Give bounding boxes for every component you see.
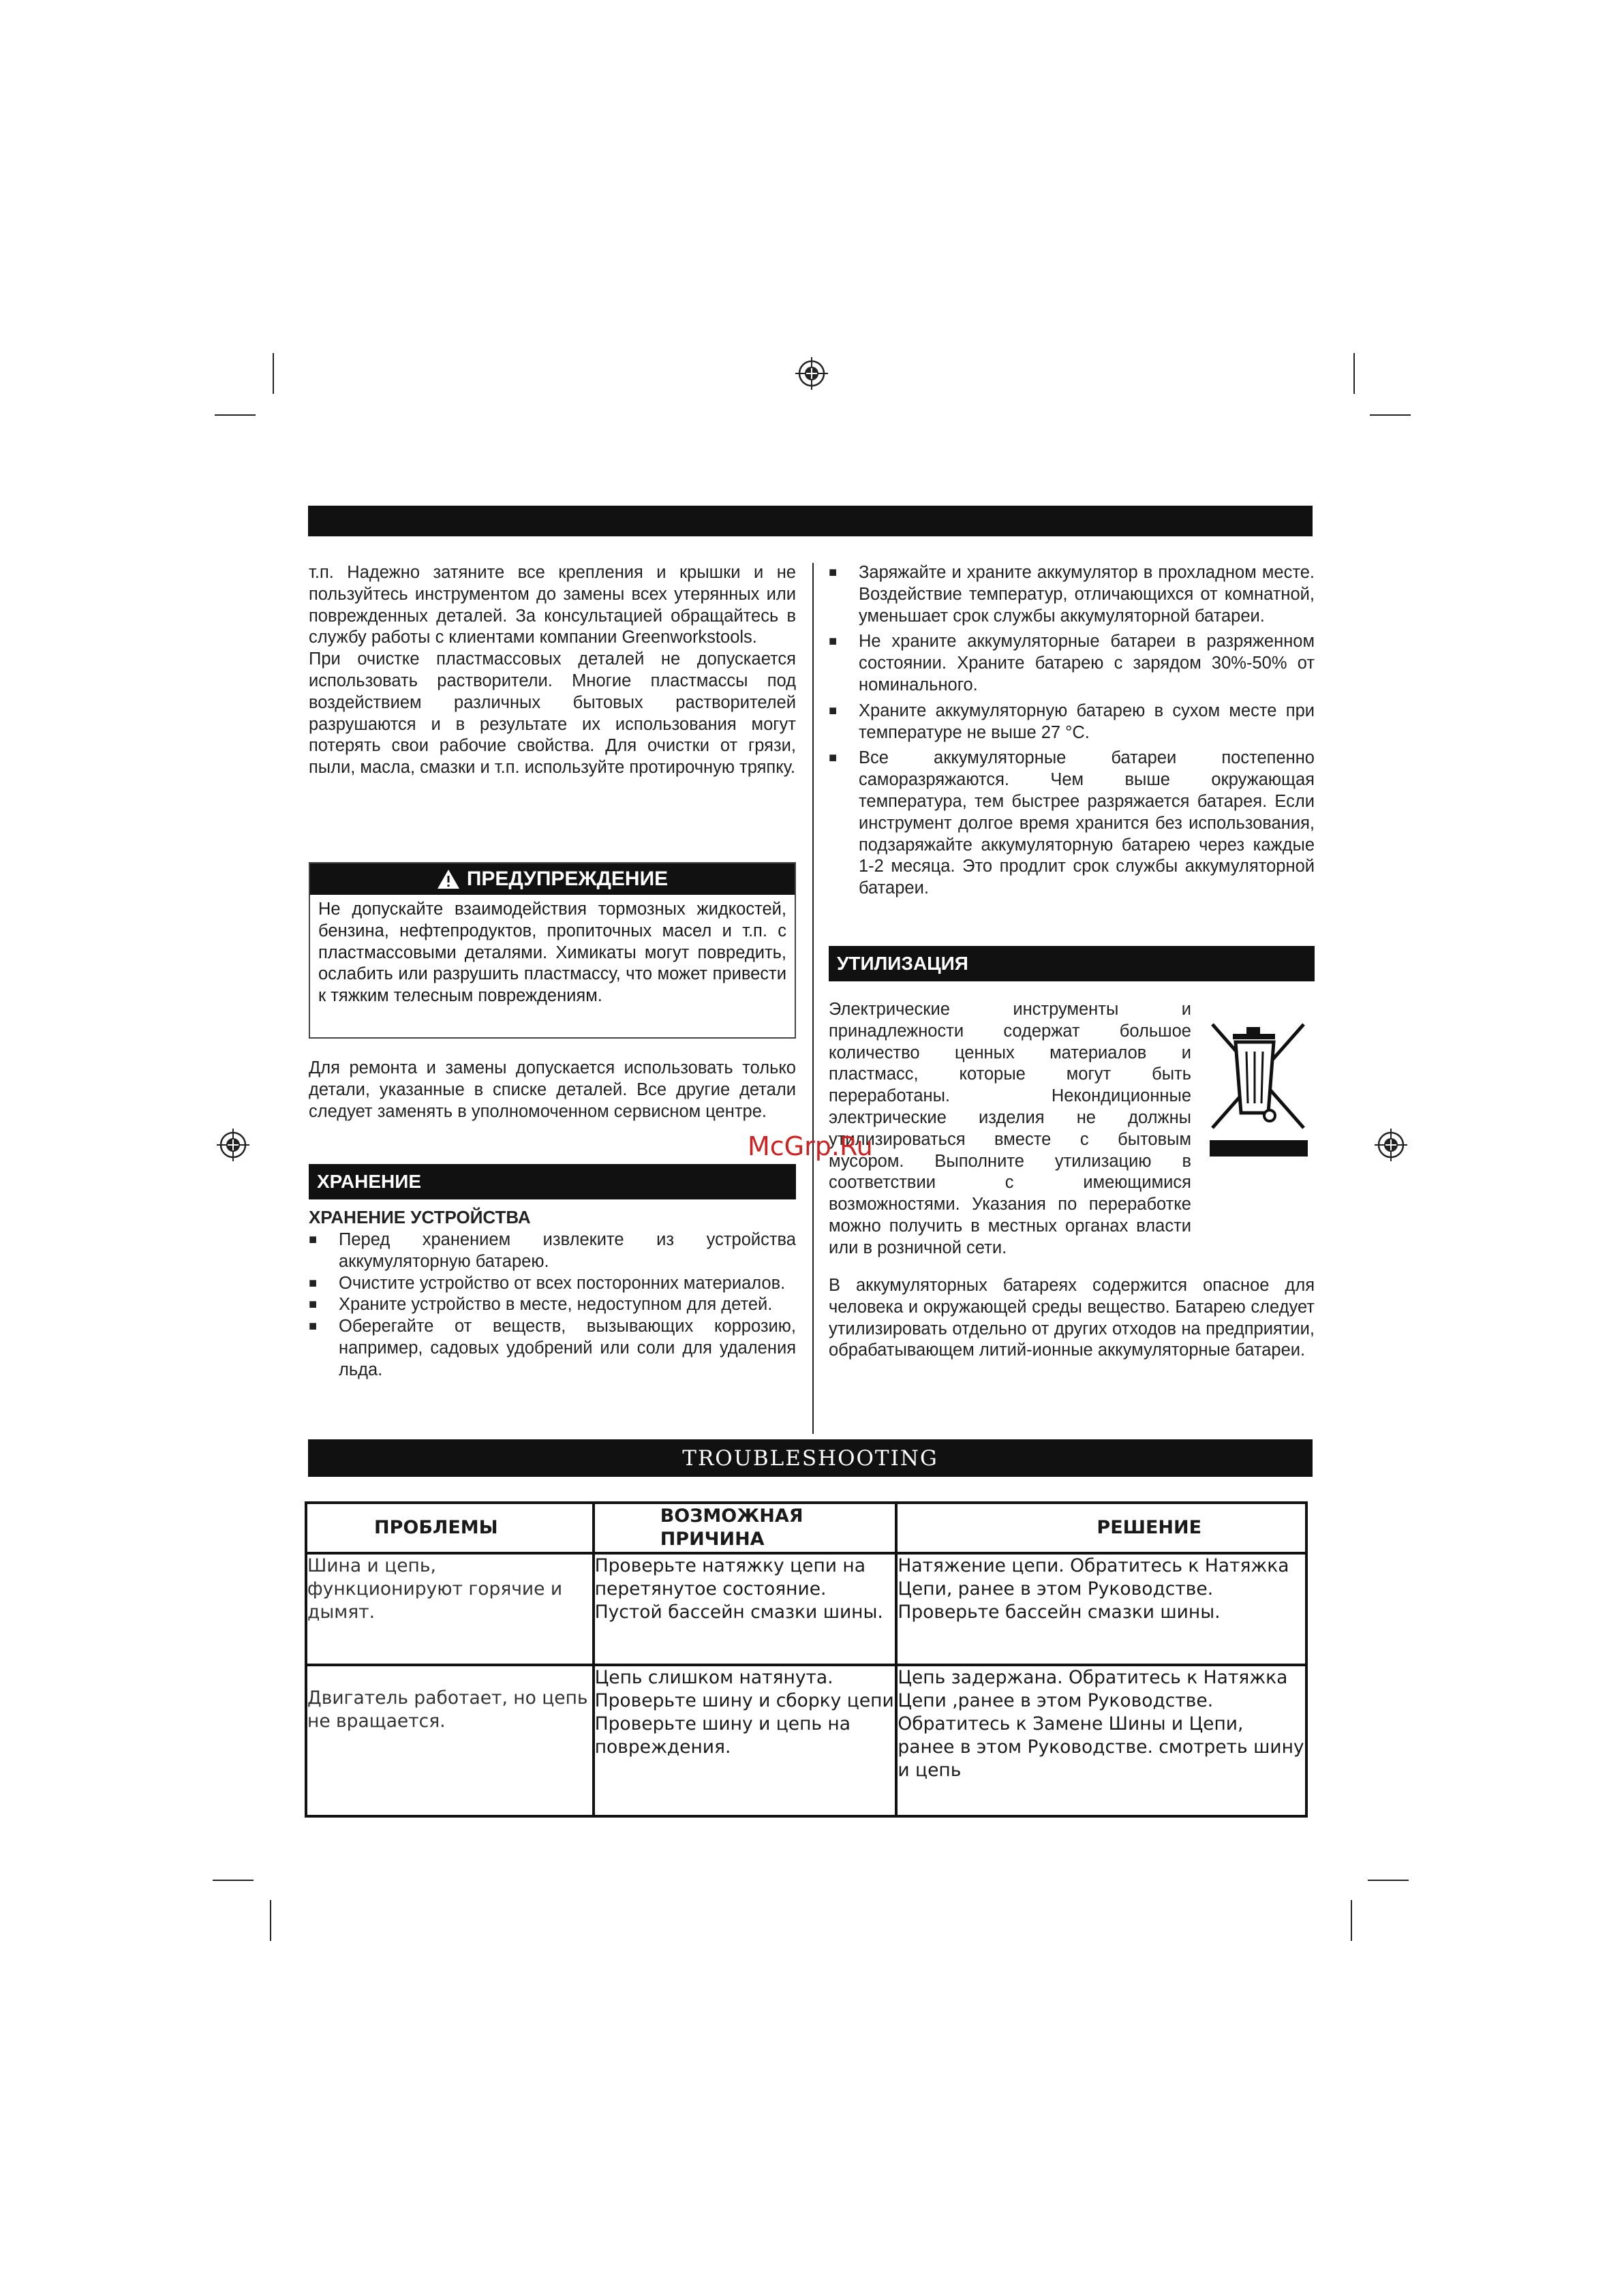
crop-mark — [1351, 1900, 1352, 1941]
crossed-bin-icon — [1207, 1019, 1309, 1162]
cell-problem: Двигатель работает, но цепь не вращается. — [306, 1665, 594, 1816]
crop-mark — [270, 1900, 271, 1941]
header-bar — [308, 506, 1313, 536]
cell-problem: Шина и цепь, функционируют горячие и дымят. — [306, 1553, 594, 1665]
storage-section-bar — [309, 1164, 796, 1199]
troubleshooting-table — [305, 1501, 1308, 1818]
registration-mark-icon — [215, 1127, 251, 1163]
registration-mark-icon — [794, 356, 829, 391]
list-item: ■ Храните аккумуляторную батарею в сухом месте при температуре не выше 27 °C. — [829, 701, 1315, 742]
header-problems: ПРОБЛЕМЫ — [306, 1503, 594, 1553]
registration-mark-icon — [1373, 1127, 1409, 1163]
cell-solution: Цепь задержана. Обратитесь к Натяжка Цепи ,ранее в этом Руководстве. Обратитесь к Замене Шины и Цепи, ранее в этом Руководстве. смотреть шину и цепь — [896, 1665, 1306, 1816]
column-divider — [812, 563, 814, 1434]
warning-title: ПРЕДУПРЕЖДЕНИЕ — [466, 868, 669, 890]
crop-mark — [215, 414, 256, 416]
table-header-row — [306, 1503, 1306, 1553]
warning-text: Не допускайте взаимодействия тормозных жидкостей, бензина, нефтепродуктов, пропиточных масел и т.п. с пластмассовыми деталями. Химикаты могут повредить, ослабить или разрушить пластмассу, что может привести к тяжким телесным повреждениям. — [318, 900, 786, 1006]
crop-mark — [1368, 1880, 1409, 1881]
table-row — [306, 1665, 1306, 1816]
paragraph-fasteners: т.п. Надежно затяните все крепления и крышки и не пользуйтесь инструментом до замены всех утерянных или поврежденных деталей. За консультацией обращайтесь в службу работы с клиентами компании Greenworkstools. — [309, 563, 796, 647]
cell-cause: Цепь слишком натянута. Проверьте шину и сборку цепи Проверьте шину и цепь на повреждения. — [594, 1665, 897, 1816]
disposal-block — [829, 999, 1191, 1259]
crop-mark — [1353, 353, 1355, 394]
list-item: ■ Не храните аккумуляторные батареи в разряженном состоянии. Храните батарею с зарядом 30%-50% от номинального. — [829, 632, 1315, 694]
header-solution: РЕШЕНИЕ — [896, 1503, 1306, 1553]
warning-box — [309, 862, 796, 1039]
list-item: ■ Оберегайте от веществ, вызывающих коррозию, например, садовых удобрений или соли для удаления льда. — [309, 1317, 796, 1379]
storage-block — [309, 1206, 796, 1381]
battery-disposal-block — [829, 1275, 1315, 1362]
watermark: McGrp.Ru — [748, 1131, 873, 1161]
troubleshooting-bar — [308, 1439, 1313, 1477]
disposal-title: УТИЛИЗАЦИЯ — [837, 953, 968, 974]
repair-block — [309, 1058, 796, 1122]
paragraph-disposal: Электрические инструменты и принадлежности содержат большое количество ценных материалов и пластмасс, которые могут быть переработаны. Некондиционные электрические изделия не должны утилизироваться вместе с бытовым мусором. Выполните утилизацию в соответствии с имеющимися возможностями. Указания по переработке можно получить в местных органах власти или в розничной сети. — [829, 1000, 1191, 1257]
list-item: ■ Храните устройство в месте, недоступном для детей. — [309, 1295, 773, 1315]
crop-mark — [273, 353, 274, 394]
list-item: ■ Очистите устройство от всех посторонних материалов. — [309, 1273, 786, 1293]
warning-header — [310, 863, 795, 895]
troubleshooting-title: TROUBLESHOOTING — [682, 1445, 938, 1471]
storage-title: ХРАНЕНИЕ — [317, 1171, 422, 1192]
paragraph-plastic-cleaning: При очистке пластмассовых деталей не допускается использовать растворители. Многие пластмассы под воздействием различных бытовых растворителей разрушаются и в результате их использования могут потерять свои рабочие свойства. Для очистки от грязи, пыли, масла, смазки и т.п. используйте протирочную тряпку. — [309, 649, 796, 778]
list-item: ■ Все аккумуляторные батареи постепенно саморазряжаются. Чем выше окружающая температура, тем быстрее разряжается батарея. Если инструмент долгое время хранится без использования, подзаряжайте аккумуляторную батарею через каждые 1-2 месяца. Это продлит срок службы аккумуляторной батареи. — [829, 748, 1315, 898]
paragraph-battery-disposal: В аккумуляторных батареях содержится опасное для человека и окружающей среды вещество. Батарею следует утилизировать отдельно от других отходов на предприятии, обрабатывающем литий-ионные аккумуляторные батареи. — [829, 1276, 1315, 1360]
crop-mark — [213, 1880, 254, 1881]
crop-mark — [1370, 414, 1411, 416]
storage-subtitle: ХРАНЕНИЕ УСТРОЙСТВА — [309, 1207, 531, 1227]
right-column — [829, 562, 1315, 900]
paragraph-repair: Для ремонта и замены допускается использовать только детали, указанные в списке деталей. Все другие детали следует заменять в уполномоченном сервисном центре. — [309, 1058, 796, 1121]
header-cause: ВОЗМОЖНАЯ ПРИЧИНА — [594, 1503, 897, 1553]
disposal-section-bar — [829, 946, 1315, 981]
cell-solution: Натяжение цепи. Обратитесь к Натяжка Цепи, ранее в этом Руководстве. Проверьте бассейн смазки шины. — [896, 1553, 1306, 1665]
list-item: ■ Заряжайте и храните аккумулятор в прохладном месте. Воздействие температур, отличающихся от комнатной, уменьшает срок службы аккумуляторной батареи. — [829, 563, 1315, 626]
cell-cause: Проверьте натяжку цепи на перетянутое состояние. Пустой бассейн смазки шины. — [594, 1553, 897, 1665]
table-row — [306, 1553, 1306, 1665]
warning-triangle-icon — [437, 869, 460, 889]
left-column — [309, 562, 796, 779]
list-item: ■ Перед хранением извлеките из устройства аккумуляторную батарею. — [309, 1230, 796, 1271]
